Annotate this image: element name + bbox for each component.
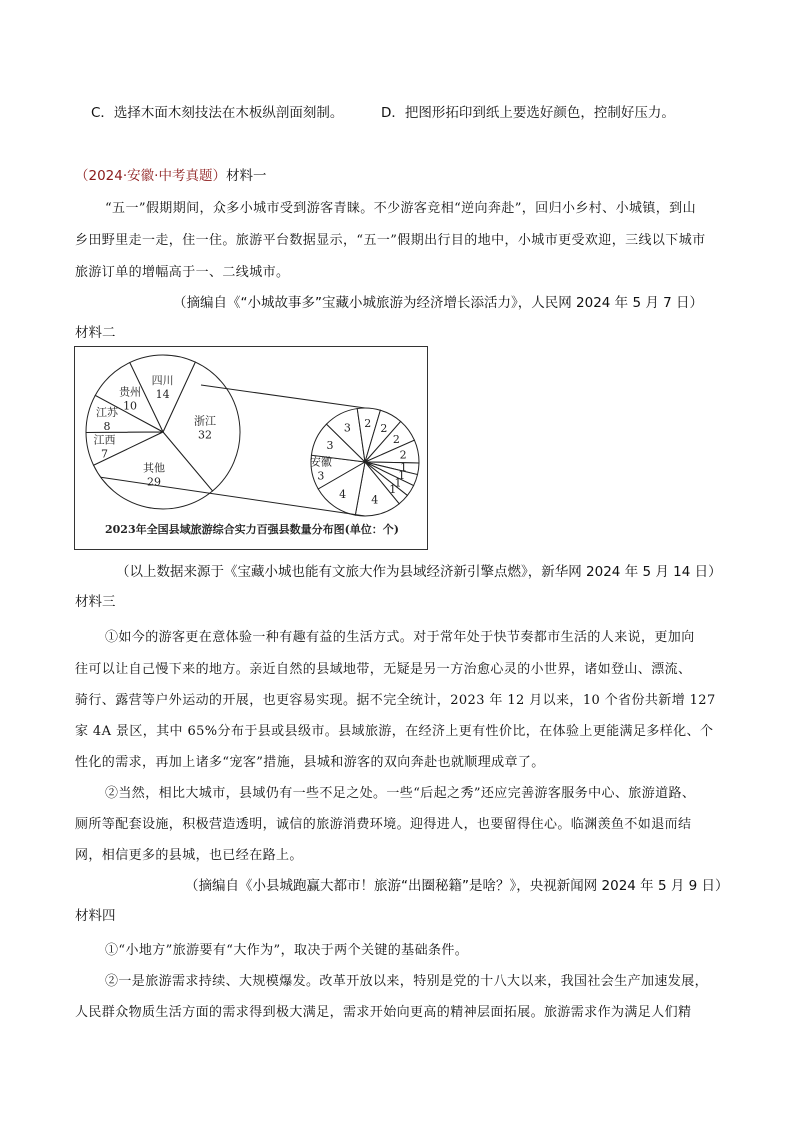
material3-line: 性化的需求，再加上诸多“宠客”措施，县城和游客的双向奔赴也就顺理成章了。 bbox=[75, 755, 545, 770]
main-pie-label: 浙江 bbox=[193, 414, 216, 428]
material3-heading: 材料三 bbox=[75, 594, 116, 610]
option-c: C．选择木面木刻技法在木板纵剖面刻制。 bbox=[91, 105, 344, 121]
chart-canvas bbox=[75, 347, 429, 551]
material3-line: 家 4A 景区，其中 65%分布于县或县级市。县域旅游，在经济上更有性价比，在体验上更能满足多样化、个 bbox=[75, 724, 714, 739]
main-pie-value: 29 bbox=[147, 475, 162, 489]
main-pie-label: 江西 bbox=[93, 433, 116, 447]
sub-pie-value: 1 bbox=[389, 483, 397, 497]
main-pie-value: 10 bbox=[123, 399, 138, 413]
sub-pie-value: 1 bbox=[400, 460, 408, 474]
sub-pie-value: 3 bbox=[343, 421, 351, 435]
material3-line: 往可以让自己慢下来的地方。亲近自然的县域地带，无疑是另一方治愈心灵的小世界，诸如登山、漂流、 bbox=[75, 662, 692, 677]
material1-heading: 材料一 bbox=[225, 168, 267, 184]
pie-of-pie-chart bbox=[74, 346, 428, 550]
sub-pie-value: 2 bbox=[399, 448, 407, 462]
main-pie-value: 32 bbox=[197, 428, 212, 442]
material3-line: 厕所等配套设施，积极营造透明，诚信的旅游消费环境。迎得进人，也要留得住心。临渊羡鱼不如退而结 bbox=[75, 817, 692, 832]
material1-line: 旅游订单的增幅高于一、二线城市。 bbox=[75, 265, 290, 280]
material2-citation: （以上数据来源于《宝藏小城也能有文旅大作为县域经济新引擎点燃》，新华网 2024 年 5 月 14 日） bbox=[116, 564, 722, 580]
sub-pie-value: 1 bbox=[394, 476, 402, 490]
option-d: D．把图形拓印到纸上要选好颜色，控制好压力。 bbox=[381, 105, 675, 121]
sub-pie-value: 1 bbox=[398, 469, 406, 483]
sub-pie-value: 3 bbox=[326, 439, 334, 453]
main-pie-value: 8 bbox=[103, 420, 111, 434]
material2-heading: 材料二 bbox=[75, 325, 116, 341]
main-pie-value: 7 bbox=[100, 447, 108, 461]
sub-pie-value: 2 bbox=[364, 417, 372, 431]
chart-title: 2023年全国县域旅游综合实力百强县数量分布图(单位：个) bbox=[104, 523, 400, 536]
material4-line: ①“小地方”旅游要有“大作为”，取决于两个关键的基础条件。 bbox=[105, 943, 469, 958]
material4-heading: 材料四 bbox=[75, 908, 116, 924]
material3-line: ②当然，相比大城市，县域仍有一些不足之处。一些“后起之秀”还应完善游客服务中心、旅游道路、 bbox=[105, 786, 696, 801]
material4-line: ②一是旅游需求持续、大规模爆发。改革开放以来，特别是党的十八大以来，我国社会生产加速发展， bbox=[105, 974, 709, 989]
sub-pie-value: 2 bbox=[392, 433, 400, 447]
source-tag bbox=[75, 164, 266, 184]
material3-line: ①如今的游客更在意体验一种有趣有益的生活方式。对于常年处于快节奏都市生活的人来说，更加向 bbox=[105, 630, 695, 645]
sub-pie-value: 3 bbox=[317, 469, 325, 483]
material4-line: 人民群众物质生活方面的需求得到极大满足，需求开始向更高的精神层面拓展。旅游需求作为满足人们精 bbox=[75, 1005, 692, 1020]
main-pie-label: 江苏 bbox=[95, 406, 118, 420]
material1-line: 乡田野里走一走，住一住。旅游平台数据显示，“五一”假期出行目的地中，小城市更受欢迎，三线以下城市 bbox=[75, 233, 706, 248]
sub-pie-value: 4 bbox=[371, 493, 379, 507]
main-pie-label: 其他 bbox=[143, 461, 166, 475]
material1-line: “五一”假期期间，众多小城市受到游客青睐。不少游客竞相“逆向奔赴”，回归小乡村、小城镇，到山 bbox=[105, 201, 696, 216]
material3-citation: （摘编自《小县城跑赢大都市！旅游“出圈秘籍”是啥？》，央视新闻网 2024 年 5 月 9 日） bbox=[185, 878, 729, 894]
material1-citation: （摘编自《“小城故事多”宝藏小城旅游为经济增长添活力》，人民网 2024 年 5 月 7 日） bbox=[173, 295, 704, 311]
sub-pie-label: 安徽 bbox=[309, 455, 332, 469]
main-pie-value: 14 bbox=[155, 387, 170, 401]
sub-pie-value: 4 bbox=[339, 487, 347, 501]
main-pie-label: 四川 bbox=[151, 373, 174, 387]
material3-line: 骑行、露营等户外运动的开展，也更容易实现。据不完全统计，2023 年 12 月以来，10 个省份共新增 127 bbox=[75, 693, 716, 708]
main-pie-label: 贵州 bbox=[119, 385, 142, 399]
sub-pie-value: 2 bbox=[380, 421, 388, 435]
source-label: （2024·安徽·中考真题） bbox=[75, 168, 226, 184]
material3-line: 网，相信更多的县城，也已经在路上。 bbox=[75, 848, 303, 863]
